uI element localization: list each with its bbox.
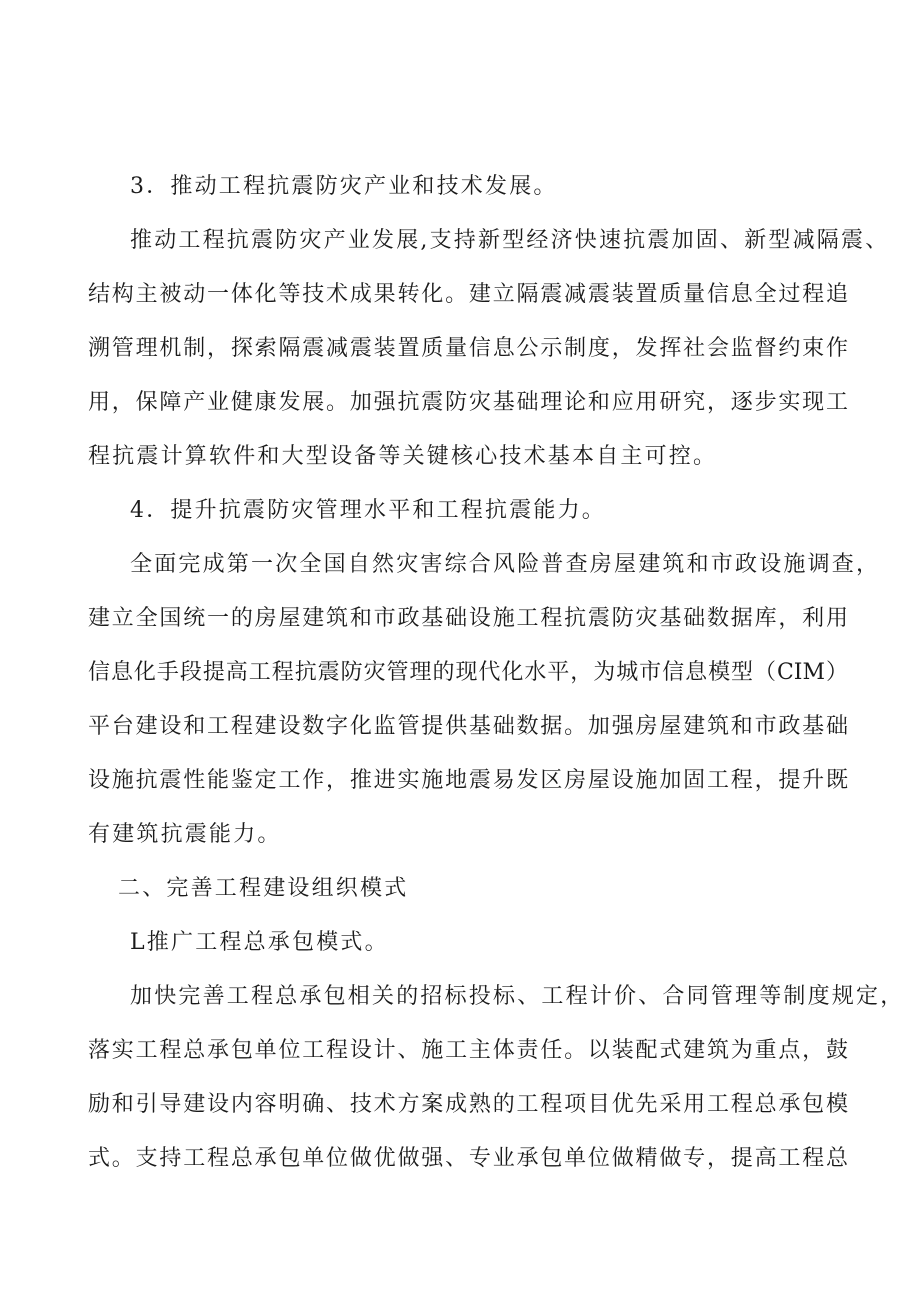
paragraph-line: 有建筑抗震能力。 bbox=[88, 822, 282, 847]
heading-item-1: L推广工程总承包模式。 bbox=[130, 930, 389, 955]
paragraph-line: 推动工程抗震防灾产业发展,支持新型经济快速抗震加固、新型减隔震、 bbox=[130, 228, 890, 253]
paragraph-line: 用，保障产业健康发展。加强抗震防灾基础理论和应用研究，逐步实现工 bbox=[88, 390, 848, 415]
paragraph-line: 励和引导建设内容明确、技术方案成熟的工程项目优先采用工程总承包模 bbox=[88, 1092, 848, 1117]
paragraph-line: 建立全国统一的房屋建筑和市政基础设施工程抗震防灾基础数据库，利用 bbox=[88, 606, 848, 631]
paragraph-line: 溯管理机制，探索隔震减震装置质量信息公示制度，发挥社会监督约束作 bbox=[88, 336, 848, 361]
paragraph-line: 式。支持工程总承包单位做优做强、专业承包单位做精做专，提高工程总 bbox=[88, 1146, 848, 1171]
paragraph-line: 信息化手段提高工程抗震防灾管理的现代化水平，为城市信息模型（CIM） bbox=[88, 660, 848, 685]
paragraph-line: 加快完善工程总承包相关的招标投标、工程计价、合同管理等制度规定， bbox=[130, 984, 905, 1009]
paragraph-line: 平台建设和工程建设数字化监管提供基础数据。加强房屋建筑和市政基础 bbox=[88, 714, 848, 739]
paragraph-line: 落实工程总承包单位工程设计、施工主体责任。以装配式建筑为重点，鼓 bbox=[88, 1038, 848, 1063]
paragraph-line: 程抗震计算软件和大型设备等关键核心技术基本自主可控。 bbox=[88, 444, 718, 469]
paragraph-line: 结构主被动一体化等技术成果转化。建立隔震减震装置质量信息全过程追 bbox=[88, 282, 848, 307]
heading-item-3: 3．推动工程抗震防灾产业和技术发展。 bbox=[130, 174, 558, 199]
paragraph-line: 设施抗震性能鉴定工作，推进实施地震易发区房屋设施加固工程，提升既 bbox=[88, 768, 848, 793]
heading-item-4: 4．提升抗震防灾管理水平和工程抗震能力。 bbox=[130, 498, 606, 523]
paragraph-line: 全面完成第一次全国自然灾害综合风险普查房屋建筑和市政设施调查， bbox=[130, 552, 881, 577]
section-heading: 二、完善工程建设组织模式 bbox=[118, 876, 409, 901]
